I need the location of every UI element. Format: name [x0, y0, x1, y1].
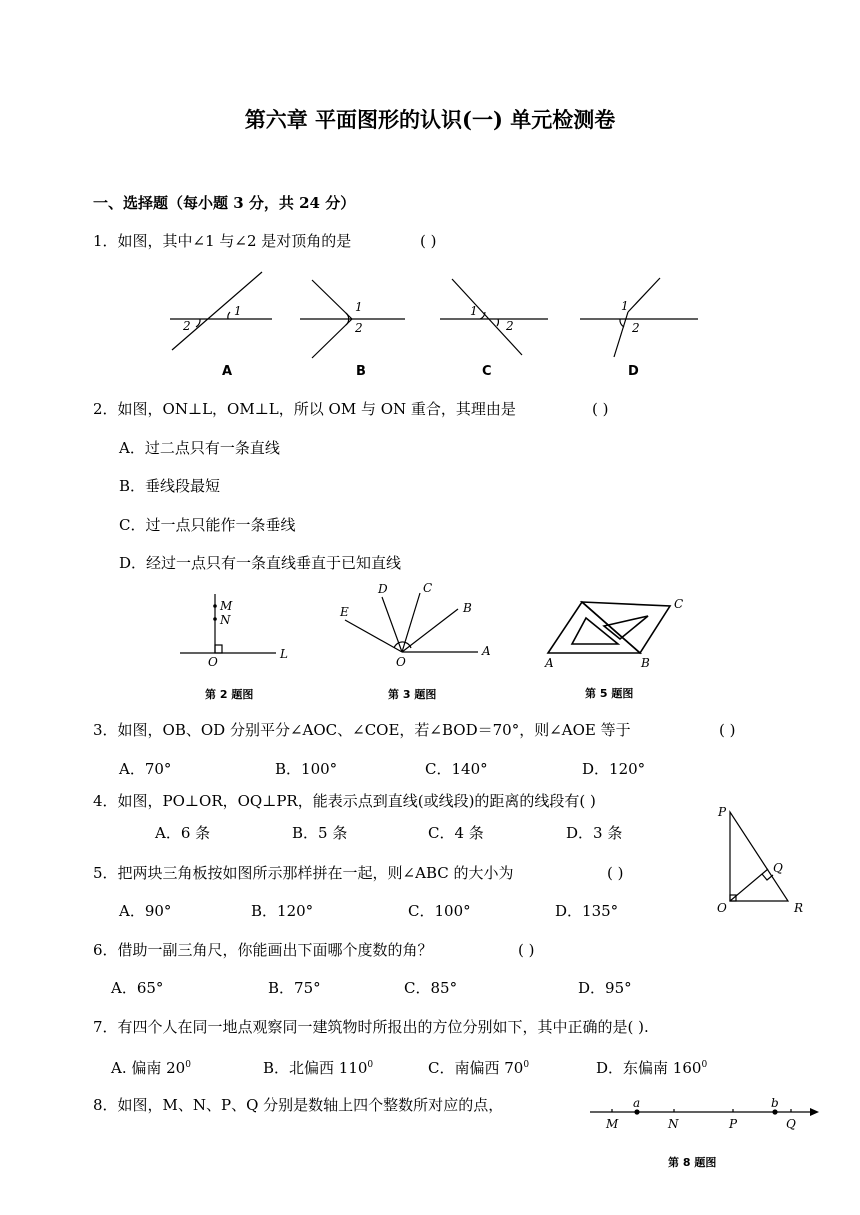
fig2-label-o: O	[208, 655, 218, 669]
fig5-label-c: C	[674, 597, 684, 611]
q6-option-c: C．85°	[404, 979, 458, 997]
fig1-label-d: D	[628, 364, 639, 379]
fig1a-angle-1: 1	[234, 304, 242, 318]
fig1c-angle-1: 1	[470, 304, 478, 318]
q7-option-a: A. 偏南 $20^0$	[111, 1059, 191, 1077]
q4-option-c: C．4 条	[428, 824, 484, 842]
fig5-label-a: A	[545, 656, 554, 670]
fig4-label-o: O	[717, 901, 727, 915]
fig3-label-e: E	[340, 605, 349, 619]
q1-stem: 1．如图，其中∠1 与∠2 是对顶角的是	[93, 232, 352, 250]
fig1-label-b: B	[356, 364, 366, 379]
q5-option-d: D．135°	[555, 902, 619, 920]
section-heading: 一、选择题（每小题 3 分，共 24 分）	[93, 194, 356, 212]
fig3-label-c: C	[423, 581, 433, 595]
fig8-label-b: b	[771, 1096, 779, 1110]
q8-stem: 8．如图，M、N、P、Q 分别是数轴上四个整数所对应的点，	[93, 1096, 504, 1114]
q5-option-b: B．120°	[251, 902, 314, 920]
fig5-caption: 第 5 题图	[585, 687, 634, 700]
fig1b-angle-2: 2	[355, 321, 363, 335]
q3-stem: 3．如图，OB、OD 分别平分∠AOC、∠COE，若∠BOD＝70°，则∠AOE 等于	[93, 721, 631, 739]
q5-stem: 5．把两块三角板按如图所示那样拼在一起，则∠ABC 的大小为	[93, 864, 514, 882]
fig8-label-q: Q	[786, 1117, 796, 1131]
fig8-label-a: a	[633, 1096, 641, 1110]
q6-stem: 6．借助一副三角尺，你能画出下面哪个度数的角？	[93, 941, 433, 959]
q7-stem: 7．有四个人在同一地点观察同一建筑物时所报出的方位分别如下，其中正确的是( ).	[93, 1018, 649, 1036]
page-title: 第六章 平面图形的认识(一) 单元检测卷	[244, 107, 616, 132]
q4-option-b: B．5 条	[292, 824, 348, 842]
q5-option-c: C．100°	[408, 902, 471, 920]
q7-option-b: B．北偏西 $110^0$	[263, 1059, 374, 1077]
fig4-label-r: R	[794, 901, 804, 915]
q2-option-a: A．过二点只有一条直线	[119, 439, 280, 457]
fig3-label-d: D	[378, 582, 388, 596]
fig4-label-p: P	[718, 805, 727, 819]
fig5-label-b: B	[641, 656, 650, 670]
fig4-label-q: Q	[773, 861, 783, 875]
fig2-diagram	[0, 580, 860, 710]
q3-option-c: C．140°	[425, 760, 488, 778]
q7-option-d: D．东偏南 $160^0$	[596, 1059, 708, 1077]
q6-option-d: D．95°	[578, 979, 632, 997]
fig8-label-n: N	[668, 1117, 679, 1131]
fig4-diagram	[700, 798, 820, 923]
q6-option-b: B．75°	[268, 979, 321, 997]
fig1d-angle-2: 2	[632, 321, 640, 335]
q4-option-d: D．3 条	[566, 824, 623, 842]
q7-option-c: C．南偏西 $70^0$	[428, 1059, 530, 1077]
q4-option-a: A．6 条	[155, 824, 211, 842]
q3-option-d: D．120°	[582, 760, 646, 778]
q2-option-d: D．经过一点只有一条直线垂直于已知直线	[119, 554, 402, 572]
fig2-label-m: M	[220, 599, 233, 613]
q2-option-b: B．垂线段最短	[119, 477, 221, 495]
fig8-label-m: M	[606, 1117, 619, 1131]
q5-option-a: A．90°	[119, 902, 172, 920]
q3-answer-paren: ( )	[719, 721, 736, 739]
fig3-caption: 第 3 题图	[388, 688, 437, 701]
fig8-caption: 第 8 题图	[668, 1156, 717, 1169]
fig1-label-c: C	[482, 364, 492, 379]
q1-answer-paren: ( )	[420, 232, 437, 250]
q6-option-a: A．65°	[111, 979, 164, 997]
fig1b-angle-1: 1	[355, 300, 363, 314]
fig3-label-b: B	[463, 601, 472, 615]
fig2-label-n: N	[220, 613, 231, 627]
q2-option-c: C．过一点只能作一条垂线	[119, 516, 296, 534]
fig1-label-a: A	[222, 364, 233, 379]
q5-answer-paren: ( )	[607, 864, 624, 882]
q2-answer-paren: ( )	[592, 400, 609, 418]
fig8-number-line	[585, 1095, 825, 1175]
fig3-label-a: A	[482, 644, 491, 658]
fig1a-angle-2: 2	[183, 319, 191, 333]
q2-stem: 2．如图，ON⊥L，OM⊥L，所以 OM 与 ON 重合，其理由是	[93, 400, 516, 418]
fig1d-angle-1: 1	[621, 299, 629, 313]
fig2-label-l: L	[280, 647, 288, 661]
q6-answer-paren: ( )	[518, 941, 535, 959]
q3-option-a: A．70°	[119, 760, 172, 778]
q1-figures	[0, 260, 860, 390]
fig3-label-o: O	[396, 655, 406, 669]
fig8-label-p: P	[729, 1117, 738, 1131]
fig1c-angle-2: 2	[506, 319, 514, 333]
q4-stem: 4．如图，PO⊥OR，OQ⊥PR，能表示点到直线(或线段)的距离的线段有( )	[93, 792, 596, 810]
q3-option-b: B．100°	[275, 760, 338, 778]
fig2-caption: 第 2 题图	[205, 688, 254, 701]
